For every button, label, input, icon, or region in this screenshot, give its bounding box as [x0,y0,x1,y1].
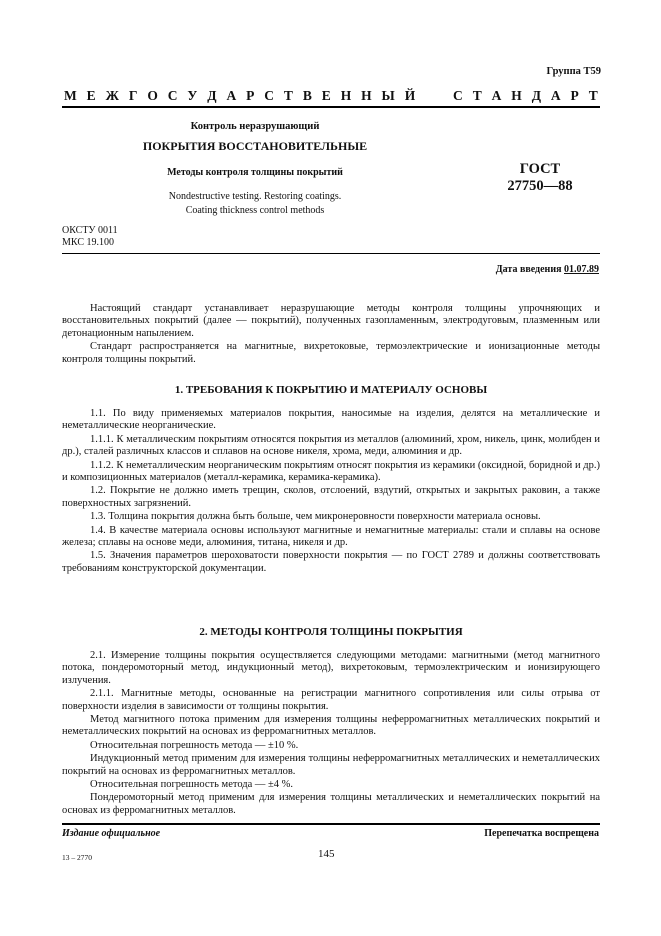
banner-letter: А [226,88,237,103]
banner-letter: Ж [105,88,119,103]
banner-letter: В [302,88,312,103]
banner-letter: М [64,88,77,103]
section-2-paragraph: Относительная погрешность метода — ±4 %. [90,779,294,791]
section-2-paragraph: Пондеромоторный метод применим для измерения толщины металлических и неметаллических покрытий на основах из ферромагнитных металлов. [62,792,600,816]
effective-date [496,264,599,275]
banner-letter: С [167,88,178,103]
gost-number [490,161,590,195]
official-edition: Издание официальное [62,828,161,839]
english-title-line-1: Nondestructive testing. Restoring coatings. [168,191,342,202]
okstu-code: ОКСТУ 0011 [62,225,118,236]
english-title-line-2: Coating thickness control methods [185,205,325,216]
banner-letter: Е [321,88,331,103]
banner-letter: У [187,88,198,103]
section-2-body [62,650,600,818]
banner-letter: Н [361,88,372,103]
banner-letter: Н [511,88,522,103]
section-1-body [62,408,600,576]
effective-date-label: Дата введения [495,264,564,275]
banner-letter: Р [246,88,255,103]
gost-code: 27750—88 [507,178,573,194]
title-line-3: Методы контроля толщины покрытий [167,167,343,178]
section-1-paragraph: 1.1.2. К неметаллическим неорганическим покрытиям относят покрытия из керамики (оксидной, боридной и др.) и композиционных материалов (металл-керамика, керамика-керамика). [62,459,600,484]
reprint-prohibited: Перепечатка воспрещена [484,828,599,839]
section-1-paragraph: 1.2. Покрытие не должно иметь трещин, сколов, отслоений, вздутий, открытых и закрытых раковин, а также поверхностных загрязнений. [62,485,600,509]
intro-paragraph: Стандарт распространяется на магнитные, вихретоковые, термоэлектрические и ионизационные методы контроля толщины покрытий. [62,341,600,365]
title-line-1: Контроль неразрушающий [190,121,320,132]
banner-letter: Т [588,88,598,103]
section-2-paragraph: Относительная погрешность метода — ±10 %. [90,739,299,751]
banner-letter: А [550,88,561,103]
effective-date-value: 01.07.89 [564,264,599,275]
banner-letter: С [264,88,275,103]
banner-letter: С [453,88,463,103]
title-line-2: ПОКРЫТИЯ ВОССТАНОВИТЕЛЬНЫЕ [142,139,368,153]
section-2-paragraph: Метод магнитного потока применим для измерения толщины неферромагнитных металлических покрытий и неметаллических покрытий на основах из ферромагнитных металлов. [62,714,600,738]
codes-rule [62,253,600,254]
banner-letter: Й [404,88,416,103]
section-1-paragraph: 1.1.1. К металлическим покрытиям относятся покрытия из металлов (алюминий, хром, никель, цинк, молибден и др.), сталей различных классов и сплавов на основе никеля, хрома, меди, алюминия и др. [62,433,600,458]
banner-letter: Д [207,88,217,103]
banner-gap [425,88,443,104]
banner-letter: Ы [381,88,395,103]
section-2-paragraph: 2.1.1. Магнитные методы, основанные на регистрации магнитного сопротивления или силы отрыва от поверхности изделия в зависимости от толщины покрытия. [62,688,600,712]
group-code: Группа Т59 [546,66,601,77]
section-1-paragraph: 1.3. Толщина покрытия должна быть больше, чем микронеровности поверхности материала основы. [90,511,541,523]
banner-letter: А [491,88,502,103]
section-2-paragraph: 2.1. Измерение толщины покрытия осуществляется следующими методами: магнитными (метод магнитного потока, пондеромоторный метод, индукционный метод), вихретоковым, термоэлектрическим и ионизирующего излучения. [62,650,600,686]
section-1-paragraph: 1.1. По виду применяемых материалов покрытия, наносимые на изделия, делятся на металлические и неметаллические неорганические. [62,408,600,432]
banner-letter: Р [570,88,579,103]
header-rule [62,106,600,108]
section-1-title: 1. ТРЕБОВАНИЯ К ПОКРЫТИЮ И МАТЕРИАЛУ ОСНОВЫ [174,384,488,396]
section-2-title: 2. МЕТОДЫ КОНТРОЛЯ ТОЛЩИНЫ ПОКРЫТИЯ [199,626,463,638]
section-1-paragraph: 1.4. В качестве материала основы используют магнитные и немагнитные материалы: стали и сплавы на основе железа; сплавы на основе меди, алюминия, титана, никеля и др. [62,524,600,549]
intro-text [62,303,600,367]
standard-banner [64,88,598,104]
banner-letter: Т [283,88,293,103]
mks-code: МКС 19.100 [62,237,114,248]
print-code: 13 – 2770 [62,853,92,862]
section-2-paragraph: Индукционный метод применим для измерения толщины неферромагнитных металлических и неметаллических покрытий на основах из ферромагнитных металлов. [62,753,600,777]
banner-letter: О [147,88,158,103]
gost-label: ГОСТ [519,161,561,177]
intro-paragraph: Настоящий стандарт устанавливает неразрушающие методы контроля толщины упрочняющих и восстановительных покрытий (далее — покрытий), полученных газопламенным, электродуговым, плазменным или детонационным напылением. [62,303,600,339]
classification-codes [62,225,118,249]
english-title [120,190,390,218]
banner-letter: Е [86,88,96,103]
footer-rule [62,823,600,825]
page-number: 145 [318,848,335,860]
section-1-paragraph: 1.5. Значения параметров шероховатости поверхности покрытия — по ГОСТ 2789 и должны соответствовать требованиям конструкторской документации. [62,550,600,574]
banner-letter: Г [128,88,138,103]
banner-letter: Н [340,88,352,103]
banner-letter: Т [472,88,482,103]
banner-letter: Д [531,88,541,103]
